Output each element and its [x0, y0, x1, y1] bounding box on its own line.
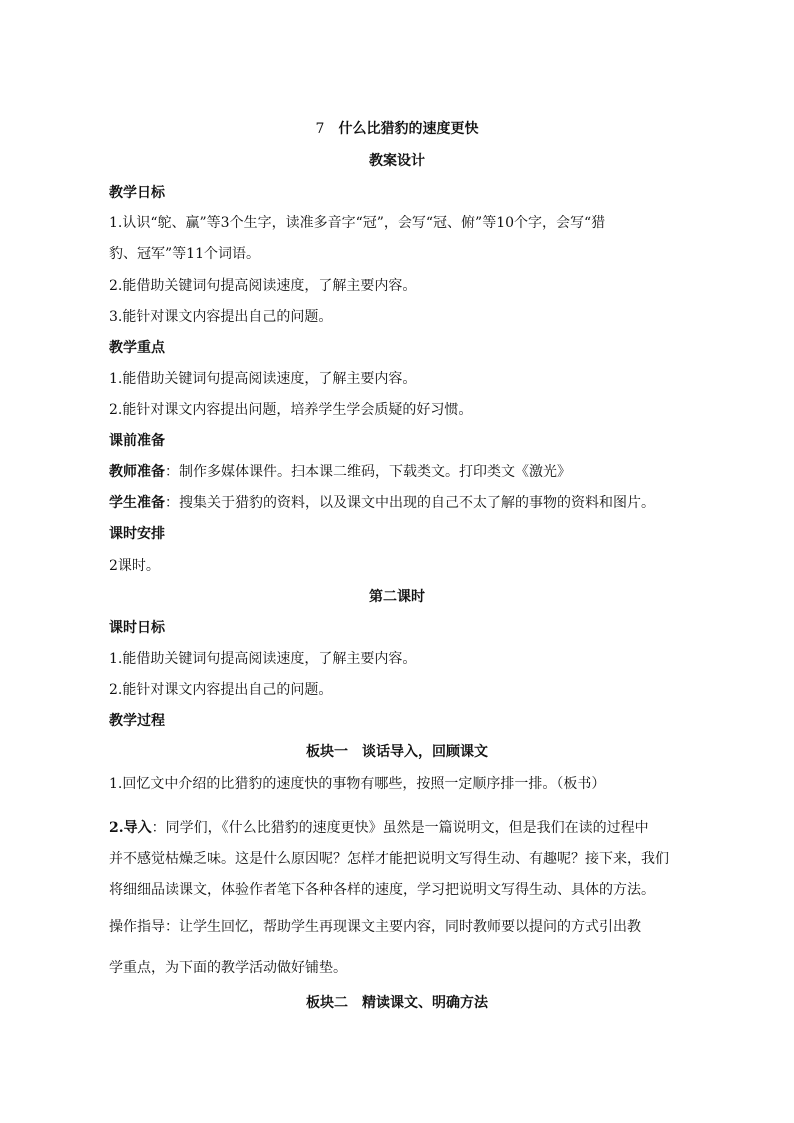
lesson-goal-1: 1.能借助关键词句提高阅读速度，了解主要内容。: [109, 651, 417, 667]
focus-2: 2.能针对课文内容提出问题，培养学生学会质疑的好习惯。: [109, 402, 473, 418]
lesson-title: [0, 119, 794, 139]
prep-heading: 课前准备: [109, 433, 165, 449]
document-subtitle: 教案设计: [369, 153, 425, 169]
schedule-heading: 课时安排: [109, 526, 165, 542]
step-2-line-3: 将细细品读课文，体验作者笔下各种各样的速度，学习把说明文写得生动、具体的方法。: [109, 882, 655, 898]
student-prep-text: ：搜集关于猎豹的资料，以及课文中出现的自己不太了解的事物的资料和图片。: [165, 495, 655, 511]
block-2-heading: 板块二 精读课文、明确方法: [306, 995, 488, 1011]
process-heading: 教学过程: [109, 713, 165, 729]
teacher-prep: [109, 462, 719, 482]
student-prep: [109, 493, 719, 513]
teacher-prep-label: 教师准备: [109, 464, 165, 480]
focus-heading: 教学重点: [109, 340, 165, 356]
focus-1: 1.能借助关键词句提高阅读速度，了解主要内容。: [109, 371, 417, 387]
block-1-heading: 板块一 谈话导入，回顾课文: [306, 744, 488, 760]
lesson-goals-heading: 课时日标: [109, 620, 165, 636]
lesson-2-heading: 第二课时: [369, 589, 425, 605]
guide-line-1: 操作指导：让学生回忆，帮助学生再现课文主要内容，同时教师要以提问的方式引出教: [109, 919, 641, 935]
lesson-goal-2: 2.能针对课文内容提出自己的问题。: [109, 682, 333, 698]
goal-1-line-2: 豹、冠军”等11个词语。: [109, 246, 260, 262]
goal-3: 3.能针对课文内容提出自己的问题。: [109, 309, 333, 325]
goals-heading: 教学日标: [109, 185, 165, 201]
lesson-number: 7: [315, 121, 325, 137]
step-1: 1.回忆文中介绍的比猎豹的速度快的事物有哪些，按照一定顺序排一排。（板书）: [109, 776, 606, 792]
step-2-line-1: [109, 818, 719, 838]
step-2-line-2: 并不感觉枯燥乏味。这是什么原因呢？怎样才能把说明文写得生动、有趣呢？接下来，我们: [109, 851, 669, 867]
goal-1-line-1: 1.认识“鸵、赢”等3个生字，读准多音字“冠”，会写“冠、俯”等10个字，会写“猎: [109, 215, 606, 231]
guide-line-2: 学重点，为下面的教学活动做好铺垫。: [109, 960, 347, 976]
goal-2: 2.能借助关键词句提高阅读速度，了解主要内容。: [109, 278, 417, 294]
schedule-text: 2课时。: [109, 558, 160, 574]
student-prep-label: 学生准备: [109, 495, 165, 511]
lesson-title-text: 什么比猎豹的速度更快: [338, 121, 479, 137]
teacher-prep-text: ：制作多媒体课件。扫本课二维码，下载类文。打印类文《激光》: [165, 464, 571, 480]
step-2-label: 2.导入: [109, 820, 152, 836]
step-2-text: ：同学们，《什么比猎豹的速度更快》虽然是一篇说明文，但是我们在读的过程中: [151, 820, 649, 836]
